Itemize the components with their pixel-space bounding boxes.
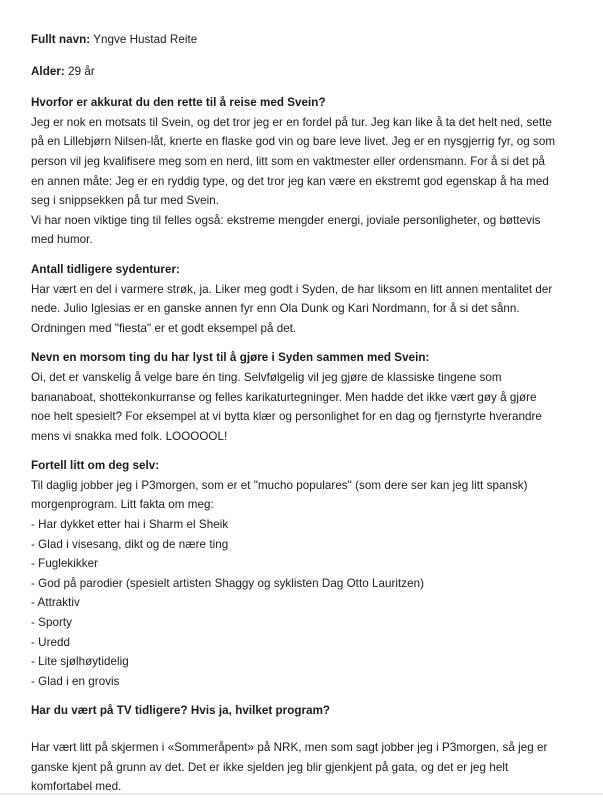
full-name-label: Fullt navn: [31, 33, 91, 46]
paragraph-line: Oi, det er vanskelig å velge bare én ting. Selvfølgelig vil jeg gjøre de klassiske tingene som [31, 370, 502, 384]
section-heading: Fortell litt om deg selv: [31, 459, 160, 473]
age-label: Alder: [31, 64, 65, 78]
list-item: - Glad i en grovis [31, 674, 120, 688]
paragraph-line: med humor. [31, 233, 93, 247]
paragraph-line: noe helt spesielt? For eksempel at vi bytta klær og personlighet for en dag og fjernstyrte hverandre [31, 410, 542, 424]
paragraph-line: nede. Julio Iglesias er en ganske annen fyr enn Ola Dunk og Kari Nordmann, for å si det sånn. [31, 302, 520, 316]
section-previous-trips [31, 260, 591, 338]
list-item: - Har dykket etter hai i Sharm el Sheik [31, 518, 229, 532]
paragraph-line: Vi har noen viktige ting til felles også: ekstreme mengder energi, joviale personligheter, og bøttevis [31, 213, 541, 227]
section-tv [31, 701, 591, 796]
section-heading: Antall tidligere sydenturer: [31, 262, 180, 276]
section-heading: Hvorfor er akkurat du den rette til å reise med Svein? [31, 96, 326, 110]
section-heading: Nevn en morsom ting du har lyst til å gjøre i Syden sammen med Svein: [31, 351, 430, 365]
application-document [31, 30, 591, 807]
paragraph-line: Til daglig jobber jeg i P3morgen, som er et "mucho populares" (som dere ser kan jeg litt spansk) [31, 478, 528, 492]
paragraph-line: en annen måte: Jeg er en ryddig type, og det tror jeg kan være en ekstremt god egenskap å ha med [31, 174, 549, 188]
paragraph-line: Jeg er nok en motsats til Svein, og det tror jeg er en fordel på tur. Jeg kan like å ta det helt ned, sette [31, 115, 552, 129]
paragraph-line: Har vært litt på skjermen i «Sommeråpent» på NRK, men som sagt jobber jeg i P3morgen, så jeg er [31, 741, 548, 754]
paragraph-line: mens vi snakka med folk. LOOOOOL! [31, 429, 228, 443]
age-value: 29 år [68, 64, 95, 78]
age-line [31, 62, 591, 82]
section-heading: Har du vært på TV tidligere? Hvis ja, hvilket program? [31, 704, 331, 718]
paragraph-line: morgenprogram. Litt fakta om meg: [31, 498, 214, 512]
list-item: - God på parodier (spesielt artisten Shaggy og syklisten Dag Otto Lauritzen) [31, 576, 425, 590]
paragraph-line: ganske kjent på grunn av det. Det er ikke sjelden jeg blir gjenkjent på gata, og det er jeg helt [31, 760, 509, 774]
section-why-you [31, 93, 591, 250]
paragraph-line: komfortabel med. [31, 780, 122, 794]
paragraph-line: bananaboat, shottekonkurranse og felles karikaturtegninger. Men hadde det ikke vært gøy å gjøre [31, 390, 537, 404]
list-item: - Attraktiv [31, 596, 80, 610]
list-item: - Glad i visesang, dikt og de nære ting [31, 537, 229, 551]
paragraph-line: seg i snippsekken på tur med Svein. [31, 194, 219, 208]
section-about-me [31, 456, 591, 691]
list-item: - Lite sjølhøytidelig [31, 655, 129, 669]
paragraph-line: person vil jeg kvalifisere meg som en nerd, litt som en vaktmester eller ordensmann. For å si det på [31, 154, 546, 168]
list-item: - Fuglekikker [31, 557, 99, 571]
list-item: - Sporty [31, 616, 72, 630]
full-name-line [31, 30, 591, 50]
facts-list [31, 515, 591, 691]
full-name-value: Yngve Hustad Reite [93, 33, 198, 46]
list-item: - Uredd [31, 635, 71, 649]
section-fun-thing [31, 348, 591, 446]
paragraph-line: Ordningen med "fiesta" er et godt eksempel på det. [31, 321, 297, 335]
paragraph-line: på en Lillebjørn Nilsen-låt, knerte en flaske god vin og bare leve livet. Jeg er en nysgjerrig fyr, og som [31, 135, 556, 149]
paragraph-line: Har vært en del i varmere strøk, ja. Liker meg godt i Syden, de har liksom en litt annen mentalitet der [31, 282, 553, 296]
